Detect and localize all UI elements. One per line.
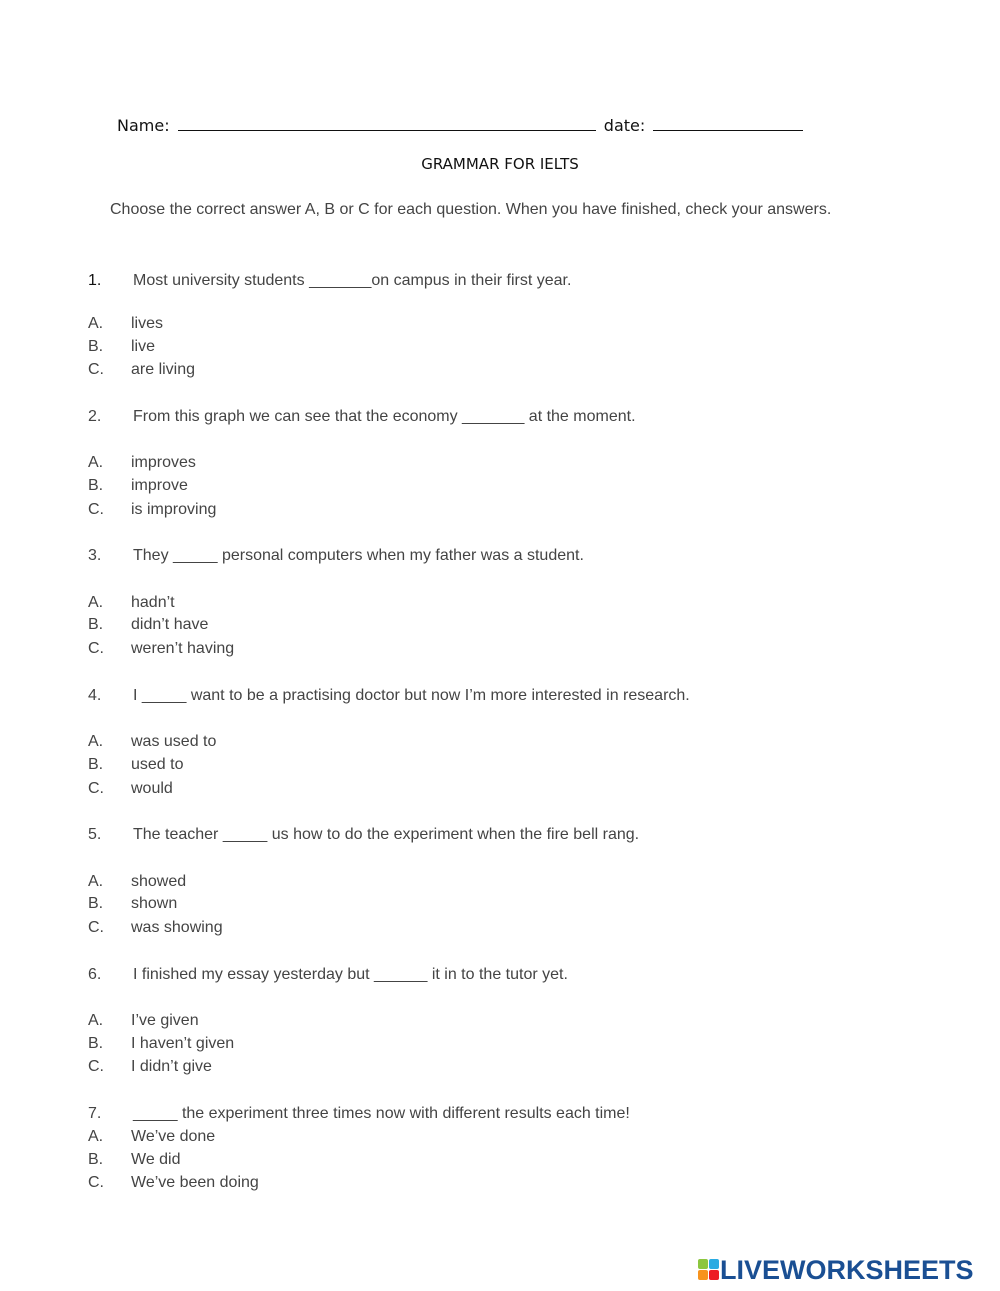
option-text: We’ve been doing [131, 1174, 259, 1191]
option-letter: A. [88, 315, 104, 332]
option-text[interactable]: We did [131, 1151, 181, 1168]
option-text[interactable]: would [131, 780, 173, 797]
option-letter: B. [88, 1035, 104, 1052]
logo-mark-icon [698, 1259, 720, 1281]
option-text[interactable]: used to [131, 756, 184, 773]
option-letter: B. [88, 895, 104, 912]
option-text[interactable]: was showing [131, 919, 223, 936]
option-letter: B. [88, 1151, 104, 1168]
option-letter: C. [88, 1174, 104, 1191]
option-text[interactable]: improve [131, 477, 188, 494]
option-letter: A. [88, 1012, 104, 1029]
option-text[interactable]: is improving [131, 501, 217, 518]
worksheet-title: GRAMMAR FOR IELTS [421, 155, 579, 173]
option-letter: C. [88, 640, 104, 657]
option-letter: C. [88, 780, 104, 797]
option-text[interactable]: didn’t have [131, 616, 209, 633]
question-text: I finished my essay yesterday but ______ it in to the tutor yet. [133, 966, 568, 983]
option-text[interactable]: showed [131, 873, 187, 890]
option-letter: A. [88, 1128, 104, 1145]
question-number: 4. [88, 687, 102, 704]
option-letter: C. [88, 919, 104, 936]
question-number: 3. [88, 547, 102, 564]
option-letter: A. [88, 873, 104, 890]
option-letter: A. [88, 454, 104, 471]
option-text[interactable]: live [131, 338, 156, 355]
question-text: They _____ personal computers when my father was a student. [133, 547, 584, 564]
question-text: Most university students _______on campus in their first year. [133, 272, 572, 289]
question-text: The teacher _____ us how to do the experiment when the fire bell rang. [133, 826, 640, 843]
name-label: Name: [117, 116, 170, 135]
option-text[interactable]: lives [131, 315, 164, 332]
header-line [117, 116, 806, 135]
option-text[interactable]: improves [131, 454, 196, 471]
option-letter: B. [88, 338, 104, 355]
option-letter: A. [88, 733, 104, 750]
date-field[interactable] [653, 116, 803, 131]
instructions: Choose the correct answer A, B or C for each question. When you have finished, check your answers. [110, 201, 832, 218]
question-text: _____ the experiment three times now with different results each time! [133, 1105, 630, 1122]
question-number: 7. [88, 1105, 102, 1122]
option-text[interactable]: are living [131, 361, 196, 378]
option-text[interactable]: I didn’t give [131, 1058, 212, 1075]
option-letter: B. [88, 477, 104, 494]
question-text: I _____ want to be a practising doctor but now I’m more interested in research. [133, 687, 690, 704]
option-text[interactable]: hadn’t [131, 594, 175, 611]
question-number: 2. [88, 408, 102, 425]
option-text[interactable]: I haven’t given [131, 1035, 235, 1052]
option-letter: B. [88, 616, 104, 633]
name-field[interactable] [178, 116, 596, 131]
option-letter: C. [88, 501, 104, 518]
option-text[interactable]: We’ve done [131, 1128, 216, 1145]
option-text[interactable]: weren’t having [131, 640, 235, 657]
option-text[interactable]: was used to [131, 733, 217, 750]
logo-text: LIVEWORKSHEETS [720, 1255, 974, 1285]
option-letter: C. [88, 1058, 104, 1075]
question-number: 6. [88, 966, 102, 983]
option-text[interactable]: shown [131, 895, 178, 912]
option-letter: B. [88, 756, 104, 773]
question-text: From this graph we can see that the economy _______ at the moment. [133, 408, 636, 425]
option-letter: C. [88, 361, 104, 378]
question-number: 5. [88, 826, 102, 843]
question-number: 1. [88, 272, 102, 289]
option-letter: A. [88, 594, 104, 611]
option-text[interactable]: I’ve given [131, 1012, 199, 1029]
date-label: date: [603, 116, 646, 135]
